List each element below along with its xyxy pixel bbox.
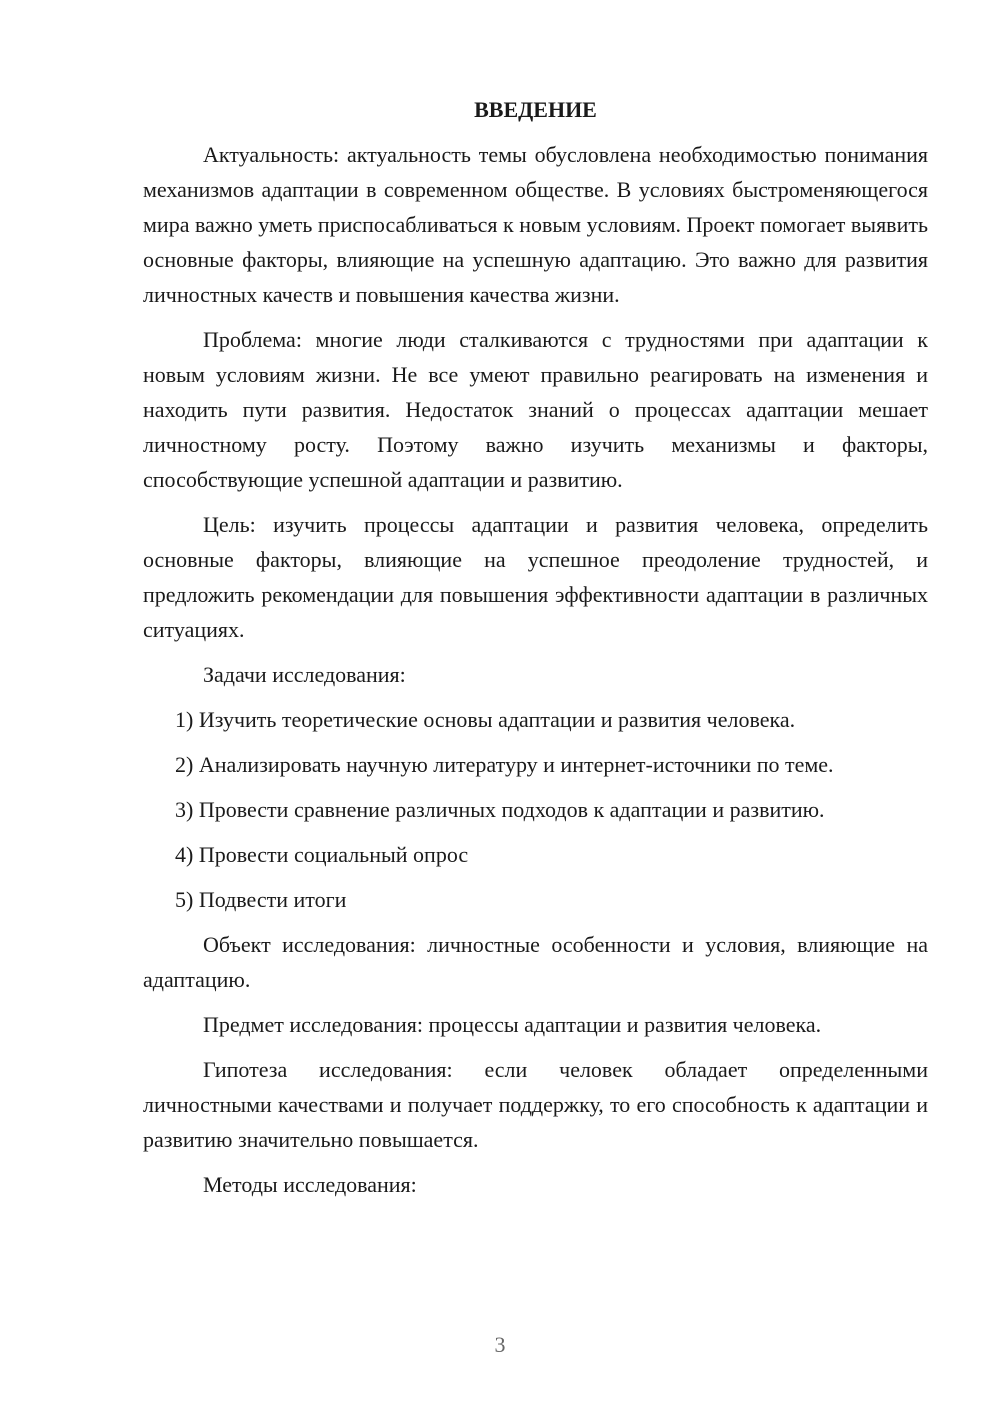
methods-title: Методы исследования: (203, 1172, 417, 1197)
task-item: 4) Провести социальный опрос (175, 842, 469, 867)
task-item: 1) Изучить теоретические основы адаптации и развития человека. (175, 707, 796, 732)
section-heading: ВВЕДЕНИЕ (474, 97, 597, 122)
task-item: 5) Подвести итоги (175, 887, 347, 912)
hypothesis-paragraph: Гипотеза исследования: если человек обладает определенными личностными качествами и получает поддержку, то его способность к адаптации и развитию значительно повышается. (143, 1057, 928, 1152)
page-content (143, 92, 928, 1212)
page-number: 3 (494, 1332, 506, 1357)
task-item: 3) Провести сравнение различных подходов к адаптации и развитию. (175, 797, 825, 822)
object-paragraph: Объект исследования: личностные особенности и условия, влияющие на адаптацию. (143, 932, 928, 992)
problem-paragraph: Проблема: многие люди сталкиваются с трудностями при адаптации к новым условиям жизни. Не все умеют правильно реагировать на изменения и находить пути развития. Недостаток знаний о процессах адаптации мешает личностному росту. Поэтому важно изучить механизмы и факторы, способствующие успешной адаптации и развитию. (143, 327, 928, 492)
goal-paragraph: Цель: изучить процессы адаптации и развития человека, определить основные факторы, влияющие на успешное преодоление трудностей, и предложить рекомендации для повышения эффективности адаптации в различных ситуациях. (143, 512, 928, 642)
subject-paragraph: Предмет исследования: процессы адаптации и развития человека. (203, 1012, 822, 1037)
task-item: 2) Анализировать научную литературу и интернет-источники по теме. (175, 752, 834, 777)
relevance-paragraph: Актуальность: актуальность темы обусловлена необходимостью понимания механизмов адаптации в современном обществе. В условиях быстроменяющегося мира важно уметь приспосабливаться к новым условиям. Проект помогает выявить основные факторы, влияющие на успешную адаптацию. Это важно для развития личностных качеств и повышения качества жизни. (143, 142, 928, 307)
tasks-title: Задачи исследования: (203, 662, 406, 687)
